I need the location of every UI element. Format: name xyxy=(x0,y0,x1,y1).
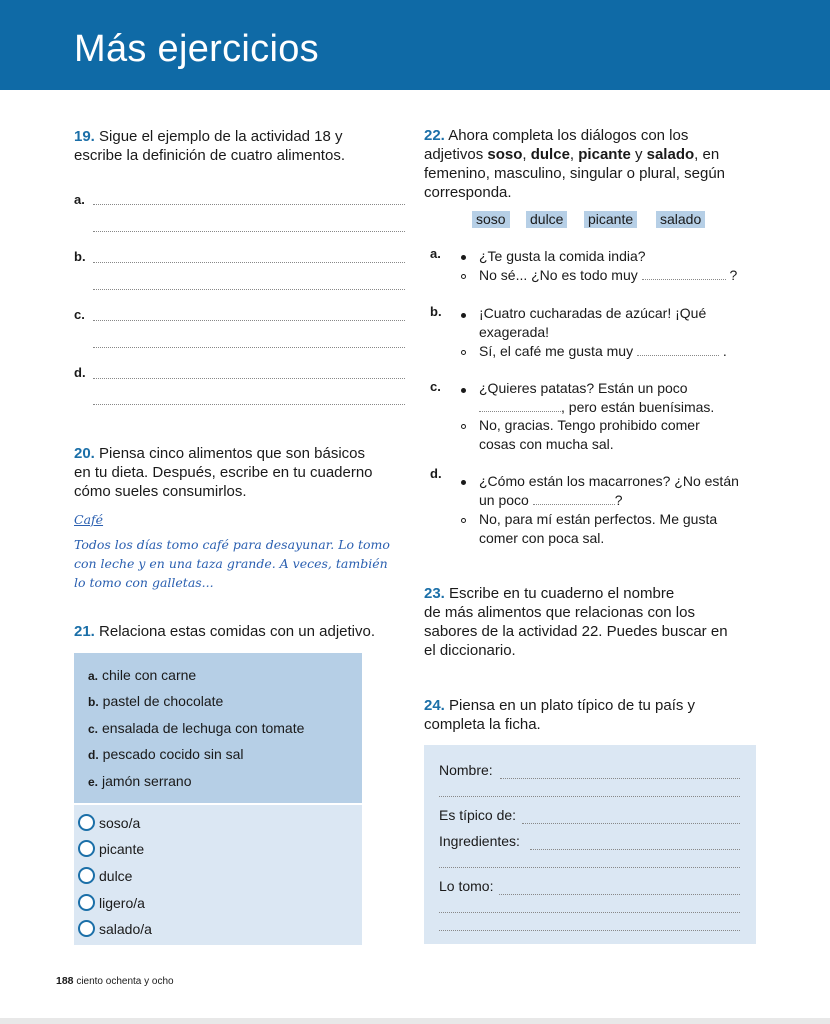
food-list-box xyxy=(74,653,362,803)
bullet-icon xyxy=(461,313,466,318)
dialog-letter-b: b. xyxy=(430,304,442,319)
exercise-20-number: 20. xyxy=(74,445,95,462)
field-line-ingredientes[interactable] xyxy=(530,849,740,850)
example-line: Todos los días tomo café para desayunar. Lo tomo xyxy=(74,537,390,552)
open-bullet-icon xyxy=(461,518,466,523)
exercise-19-letter-b: b. xyxy=(74,249,86,264)
answer-line-19b-2[interactable] xyxy=(93,289,405,290)
page-footer xyxy=(56,975,174,987)
exercise-23-line1: Escribe en tu cuaderno el nombre xyxy=(449,585,675,602)
dialog-text: ? xyxy=(614,492,623,508)
exercise-23-line2: de más alimentos que relacionas con los xyxy=(424,604,695,621)
exercise-20-line2: en tu dieta. Después, escribe en tu cuaderno xyxy=(74,464,373,481)
exercise-19-instructions xyxy=(74,127,345,165)
food-letter: e. xyxy=(88,775,99,789)
blank-d[interactable] xyxy=(533,492,615,505)
food-item xyxy=(88,746,244,762)
chip-dulce: dulce xyxy=(526,211,567,228)
exercise-24-line2: completa la ficha. xyxy=(424,716,541,733)
dialog-a-line1: ¿Te gusta la comida india? xyxy=(479,248,646,264)
adjective-salado: salado xyxy=(646,146,695,163)
exercise-22-line2: adjetivos xyxy=(424,146,488,163)
recipe-card xyxy=(424,745,756,944)
example-line: con leche y en una taza grande. A veces, también xyxy=(74,556,388,571)
exercise-19-line1: Sigue el ejemplo de la actividad 18 y xyxy=(99,128,343,145)
food-name: ensalada de lechuga con tomate xyxy=(102,720,305,736)
dialog-text: un poco xyxy=(479,492,529,508)
radio-circle-icon[interactable] xyxy=(78,814,95,831)
exercise-21-text: Relaciona estas comidas con un adjetivo. xyxy=(99,623,376,640)
blank-a[interactable] xyxy=(642,267,726,280)
adjective-options-box xyxy=(74,805,362,945)
exercise-23-instructions xyxy=(424,584,728,660)
exercise-21-instructions xyxy=(74,622,375,641)
radio-circle-icon[interactable] xyxy=(78,920,95,937)
food-item xyxy=(88,720,304,736)
exercise-23-number: 23. xyxy=(424,585,445,602)
example-title: Café xyxy=(74,512,104,527)
food-name: pescado cocido sin sal xyxy=(102,746,244,762)
radio-circle-icon[interactable] xyxy=(78,894,95,911)
exercise-19-letter-c: c. xyxy=(74,307,85,322)
field-line-nombre[interactable] xyxy=(500,778,740,779)
exercise-22-number: 22. xyxy=(424,127,445,144)
dialog-text: ? xyxy=(729,267,738,283)
food-name: jamón serrano xyxy=(102,773,192,789)
exercise-22-line4: corresponda. xyxy=(424,184,512,201)
option-dulce[interactable] xyxy=(78,867,132,884)
exercise-24-instructions xyxy=(424,696,695,734)
separator: , en xyxy=(694,146,720,163)
option-label: dulce xyxy=(99,867,133,884)
exercise-23-line4: el diccionario. xyxy=(424,642,516,659)
example-text xyxy=(74,535,390,592)
dialog-letter-a: a. xyxy=(430,246,441,261)
food-letter: b. xyxy=(88,695,99,709)
answer-line-19d-1[interactable] xyxy=(93,378,405,379)
adjective-dulce: dulce xyxy=(530,146,570,163)
dialog-letter-d: d. xyxy=(430,466,442,481)
answer-line-19d-2[interactable] xyxy=(93,404,405,405)
exercise-22-line1: Ahora completa los diálogos con los xyxy=(448,127,689,144)
bullet-icon xyxy=(461,388,466,393)
food-item xyxy=(88,773,192,789)
dialog-text: ¡Cuatro cucharadas de azúcar! ¡Qué xyxy=(479,305,707,321)
food-letter: c. xyxy=(88,722,99,736)
answer-line-19b-1[interactable] xyxy=(93,262,405,263)
food-item xyxy=(88,667,196,683)
dialog-a-line2 xyxy=(479,266,737,285)
page-number-words: ciento ochenta y ocho xyxy=(76,976,174,987)
exercise-19-letter-d: d. xyxy=(74,365,86,380)
option-picante[interactable] xyxy=(78,840,144,857)
food-letter: a. xyxy=(88,669,99,683)
chip-picante: picante xyxy=(584,211,637,228)
field-label-lo-tomo: Lo tomo: xyxy=(439,878,494,894)
dialog-text: cosas con mucha sal. xyxy=(479,436,614,452)
field-line[interactable] xyxy=(439,796,740,797)
exercise-24-number: 24. xyxy=(424,697,445,714)
food-letter: d. xyxy=(88,748,99,762)
dialog-text: Sí, el café me gusta muy xyxy=(479,343,634,359)
food-item xyxy=(88,693,223,709)
dialog-text: No sé... ¿No es todo muy xyxy=(479,267,638,283)
exercise-19-number: 19. xyxy=(74,128,95,145)
exercise-20-line1: Piensa cinco alimentos que son básicos xyxy=(99,445,366,462)
dialog-letter-c: c. xyxy=(430,379,441,394)
food-name: pastel de chocolate xyxy=(102,693,224,709)
dialog-text: ¿Quieres patatas? Están un poco xyxy=(479,380,688,396)
chip-soso: soso xyxy=(472,211,510,228)
exercise-20-instructions xyxy=(74,444,373,501)
separator: , xyxy=(522,146,531,163)
field-label-ingredientes: Ingredientes: xyxy=(439,833,520,849)
option-soso[interactable] xyxy=(78,814,140,831)
radio-circle-icon[interactable] xyxy=(78,867,95,884)
page-number: 188 xyxy=(56,975,74,987)
blank-b[interactable] xyxy=(637,343,719,356)
exercise-21-number: 21. xyxy=(74,623,95,640)
answer-line-19a-2[interactable] xyxy=(93,231,405,232)
field-line[interactable] xyxy=(439,930,740,931)
dialog-text: , pero están buenísimas. xyxy=(561,399,715,415)
answer-line-19a-1[interactable] xyxy=(93,204,405,205)
option-ligero[interactable] xyxy=(78,894,145,911)
dialog-c-line2 xyxy=(479,416,700,454)
exercise-24-line1: Piensa en un plato típico de tu país y xyxy=(449,697,696,714)
radio-circle-icon[interactable] xyxy=(78,840,95,857)
exercise-19-letter-a: a. xyxy=(74,192,85,207)
bullet-icon xyxy=(461,255,466,260)
field-line[interactable] xyxy=(439,867,740,868)
exercise-19-line2: escribe la definición de cuatro alimentos. xyxy=(74,147,345,164)
dialog-b-line2 xyxy=(479,342,727,361)
answer-line-19c-1[interactable] xyxy=(93,320,405,321)
dialog-b-line1 xyxy=(479,304,706,342)
open-bullet-icon xyxy=(461,424,466,429)
page-header xyxy=(0,0,830,90)
option-label: ligero/a xyxy=(99,894,145,911)
exercise-23-line3: sabores de la actividad 22. Puedes buscar en xyxy=(424,623,728,640)
adjective-soso: soso xyxy=(487,146,523,163)
exercise-22-line3: femenino, masculino, singular o plural, según xyxy=(424,165,726,182)
field-line-lo-tomo[interactable] xyxy=(499,894,740,895)
exercise-20-line3: cómo sueles consumirlos. xyxy=(74,483,247,500)
open-bullet-icon xyxy=(461,350,466,355)
field-line-tipico[interactable] xyxy=(522,823,740,824)
dialog-c-line1 xyxy=(479,379,714,417)
page-title: Más ejercicios xyxy=(74,28,319,70)
field-line[interactable] xyxy=(439,912,740,913)
bottom-band xyxy=(0,1018,830,1024)
field-label-nombre: Nombre: xyxy=(439,762,493,778)
option-salado[interactable] xyxy=(78,920,152,937)
exercise-22-instructions xyxy=(424,126,725,202)
option-label: soso/a xyxy=(99,814,141,831)
separator: , xyxy=(569,146,579,163)
separator: y xyxy=(630,146,647,163)
dialog-text: No, gracias. Tengo prohibido comer xyxy=(479,417,700,433)
option-label: picante xyxy=(99,840,145,857)
blank-c[interactable] xyxy=(479,399,561,412)
food-name: chile con carne xyxy=(102,667,197,683)
open-bullet-icon xyxy=(461,274,466,279)
adjective-picante: picante xyxy=(578,146,631,163)
dialog-text: No, para mí están perfectos. Me gusta xyxy=(479,511,718,527)
example-line: lo tomo con galletas... xyxy=(74,575,214,590)
answer-line-19c-2[interactable] xyxy=(93,347,405,348)
chip-salado: salado xyxy=(656,211,705,228)
field-label-tipico: Es típico de: xyxy=(439,807,517,823)
option-label: salado/a xyxy=(99,920,152,937)
dialog-text: . xyxy=(722,343,727,359)
bullet-icon xyxy=(461,480,466,485)
dialog-d-line2 xyxy=(479,510,717,548)
dialog-d-line1 xyxy=(479,472,739,510)
dialog-text: comer con poca sal. xyxy=(479,530,605,546)
dialog-text: exagerada! xyxy=(479,324,550,340)
dialog-text: ¿Cómo están los macarrones? ¿No están xyxy=(479,473,739,489)
